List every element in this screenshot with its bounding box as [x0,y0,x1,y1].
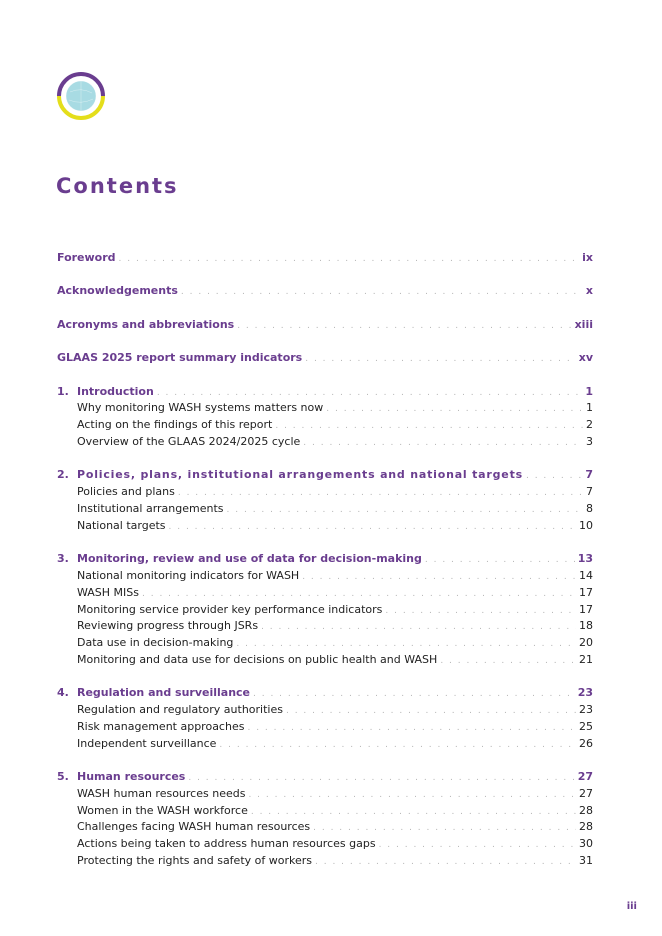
toc-section[interactable] [57,853,593,870]
toc-entry-page: xiii [574,317,593,331]
toc-entry-label: Protecting the rights and safety of workers [77,854,312,868]
toc-section[interactable] [57,618,593,635]
toc-entry-page: 8 [586,501,593,515]
toc-entry-page: 17 [579,602,593,616]
chapter-number: 5. [57,770,69,784]
dot-leader [425,552,575,569]
toc-section[interactable] [57,803,593,820]
toc-chapter[interactable] [57,769,593,786]
toc-entry-page: xv [578,351,593,365]
dot-leader [440,653,576,670]
toc-entry-page: 1 [585,384,593,398]
dot-leader [315,854,576,871]
toc-entry-page: 23 [579,703,593,717]
toc-entry-label: Independent surveillance [77,736,217,750]
toc-entry-label: GLAAS 2025 report summary indicators [57,351,303,365]
toc-entry-label: Monitoring, review and use of data for decision-making [77,552,422,566]
toc-entry-label: WASH human resources needs [77,786,246,800]
table-of-contents [57,250,593,870]
toc-entry-page: 27 [577,770,593,784]
toc-entry-page: 2 [586,418,593,432]
toc-entry-page: 23 [577,686,593,700]
toc-entry-page: 7 [585,468,593,482]
toc-entry-label: Monitoring and data use for decisions on public health and WASH [77,652,438,666]
toc-section[interactable] [57,652,593,669]
toc-entry-page: 14 [579,568,593,582]
toc-entry-label: Policies, plans, institutional arrangements and national targets [77,468,523,482]
dot-leader [313,820,576,837]
toc-entry-label: Risk management approaches [77,719,245,733]
dot-leader [119,251,580,268]
toc-entry-page: 10 [579,518,593,532]
toc-section[interactable] [57,602,593,619]
toc-entry-page: 21 [579,652,593,666]
toc-entry-label: Actions being taken to address human resources gaps [77,837,376,851]
toc-entry-page: 7 [586,485,593,499]
toc-spacer [57,334,593,351]
dot-leader [188,770,574,787]
toc-chapter[interactable] [57,467,593,484]
toc-entry-page: 20 [579,636,593,650]
glaas-logo-icon [56,71,106,121]
toc-entry-page: 18 [579,619,593,633]
toc-entry-label: Regulation and surveillance [77,686,251,700]
toc-section[interactable] [57,518,593,535]
toc-chapter[interactable] [57,685,593,702]
toc-entry-label: National monitoring indicators for WASH [77,568,300,582]
dot-leader [253,686,575,703]
toc-entry-label: Institutional arrangements [77,501,224,515]
dot-leader [305,351,576,368]
toc-chapter[interactable] [57,384,593,401]
toc-entry-label: Data use in decision-making [77,636,234,650]
dot-leader [248,787,576,804]
dot-leader [178,485,583,502]
dot-leader [169,519,576,536]
chapter-number: 4. [57,686,69,700]
toc-entry-label: Why monitoring WASH systems matters now [77,401,324,415]
toc-entry-label: Overview of the GLAAS 2024/2025 cycle [77,434,301,448]
dot-leader [385,603,576,620]
toc-entry-label: Foreword [57,251,116,264]
toc-section[interactable] [57,568,593,585]
toc-entry-label: Monitoring service provider key performance indicators [77,602,383,616]
dot-leader [227,502,583,519]
toc-entry-page: ix [582,251,593,264]
toc-spacer [57,300,593,317]
toc-entry-label: Acting on the findings of this report [77,418,273,432]
toc-entry-label: Policies and plans [77,485,175,499]
toc-section[interactable] [57,736,593,753]
toc-entry-label: Acknowledgements [57,284,178,298]
toc-section[interactable] [57,400,593,417]
dot-leader [379,837,576,854]
toc-section[interactable] [57,501,593,518]
dot-leader [302,569,576,586]
dot-leader [181,284,583,301]
dot-leader [251,804,576,821]
toc-entry-page: 31 [579,854,593,868]
toc-entry-label: Regulation and regulatory authorities [77,703,283,717]
page-number: iii [626,901,637,912]
dot-leader [247,720,576,737]
toc-spacer [57,669,593,686]
toc-section[interactable] [57,585,593,602]
toc-spacer [57,451,593,468]
toc-spacer [57,267,593,284]
dot-leader [236,636,576,653]
toc-entry-page: 30 [579,837,593,851]
dot-leader [219,737,576,754]
dot-leader [303,435,583,452]
toc-section[interactable] [57,836,593,853]
toc-section[interactable] [57,819,593,836]
toc-section[interactable] [57,484,593,501]
toc-entry-page: 26 [579,736,593,750]
dot-leader [142,586,576,603]
toc-entry-page: 13 [577,552,593,566]
chapter-number: 1. [57,384,69,398]
toc-front-matter-item[interactable] [57,350,593,367]
chapter-number: 2. [57,468,69,482]
dot-leader [286,703,576,720]
toc-entry-label: Human resources [77,770,186,784]
dot-leader [275,418,583,435]
toc-entry-page: 25 [579,719,593,733]
toc-entry-label: National targets [77,518,166,532]
toc-section[interactable] [57,786,593,803]
toc-spacer [57,535,593,552]
toc-entry-page: 17 [579,585,593,599]
dot-leader [526,468,582,485]
toc-entry-label: Acronyms and abbreviations [57,317,235,331]
toc-front-matter-item[interactable] [57,250,593,267]
toc-spacer [57,367,593,384]
toc-section[interactable] [57,719,593,736]
toc-entry-label: Women in the WASH workforce [77,803,248,817]
toc-section[interactable] [57,702,593,719]
toc-section[interactable] [57,635,593,652]
dot-leader [237,318,571,335]
toc-entry-label: Introduction [77,384,154,398]
dot-leader [261,619,576,636]
page-title: Contents [56,174,179,198]
toc-entry-label: WASH MISs [77,585,139,599]
toc-section[interactable] [57,417,593,434]
toc-chapter[interactable] [57,551,593,568]
toc-spacer [57,752,593,769]
toc-entry-label: Challenges facing WASH human resources [77,820,311,834]
toc-entry-page: 28 [579,820,593,834]
toc-entry-page: 1 [586,401,593,415]
toc-entry-label: Reviewing progress through JSRs [77,619,259,633]
dot-leader [157,385,583,402]
toc-entry-page: x [585,284,593,298]
dot-leader [326,401,583,418]
toc-entry-page: 3 [586,434,593,448]
toc-entry-page: 28 [579,803,593,817]
toc-entry-page: 27 [579,786,593,800]
toc-section[interactable] [57,434,593,451]
toc-front-matter-item[interactable] [57,283,593,300]
chapter-number: 3. [57,552,69,566]
toc-front-matter-item[interactable] [57,317,593,334]
